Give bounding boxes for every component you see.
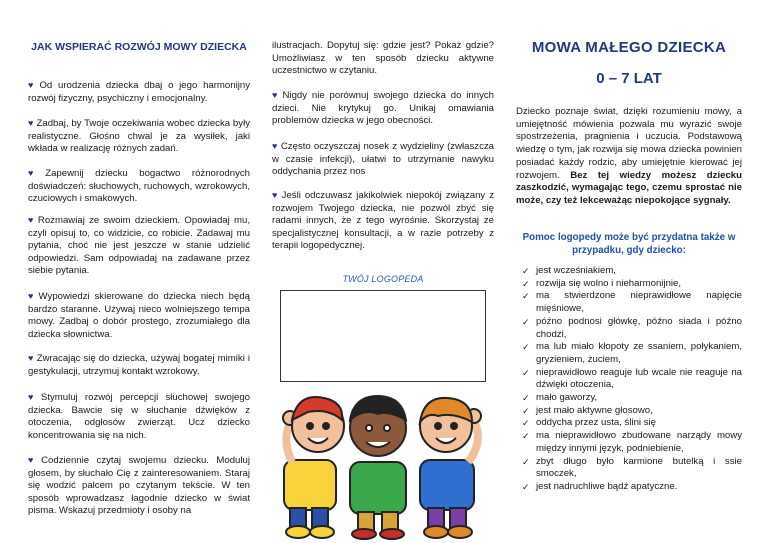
heart-icon: ♥: [272, 190, 279, 200]
heart-icon: ♥: [272, 90, 280, 100]
checklist-item: ✓ jest nadruchliwe bądź apatyczne.: [522, 480, 678, 492]
checkmark-icon: ✓: [522, 367, 530, 378]
checkmark-icon: ✓: [522, 405, 530, 416]
heart-icon: ♥: [28, 455, 39, 465]
tip-paragraph: ♥ Jeśli odczuwasz jakikolwiek niepokój związany z rozwojem Twojego dziecka, nie pozwól zbyć się radami innych, że z tego wyrośnie. Skorzystaj ze specjalistycznej konsultacji, a w razie potrzeby z terapii logopedycznej.: [272, 190, 495, 252]
checklist-item: ✓ ma stwierdzone nieprawidłowe napięcie mięśniowe,: [522, 290, 742, 315]
tip-paragraph: ♥ Zadbaj, by Twoje oczekiwania wobec dziecka były realistyczne. Głośno chwal je za wysiłek, jaki wkłada w realizację różnych zadań.: [28, 118, 250, 155]
tip-paragraph: ♥ Nigdy nie porównuj swojego dziecka do innych dzieci. Nie krytykuj go. Unikaj omawiania problemów dziecka w jego obecności.: [272, 90, 495, 127]
tip-paragraph: ♥ Codziennie czytaj swojemu dziecku. Moduluj głosem, by słuchało Cię z zainteresowaniem. Staraj się wodzić palcem po czytanym tekście. W ten sposób wprowadzasz łagodnie dziecko w świat pisma. Wskazuj przedmioty i osoby na: [28, 455, 250, 517]
heart-icon: ♥: [28, 80, 37, 90]
leaflet-title: MOWA MAŁEGO DZIECKA: [531, 39, 727, 56]
symptom-checklist: [522, 265, 742, 494]
heart-icon: ♥: [28, 215, 35, 225]
checkmark-icon: ✓: [522, 456, 530, 467]
continued-paragraph: ilustracjach. Dopytuj się: gdzie jest? Pokaż gdzie? Umożliwiasz w ten sposób dziecku aktywne uczestnictwo w czytaniu.: [272, 40, 494, 77]
checklist-item: ✓ rozwija się wolno i nieharmonijnie,: [522, 277, 682, 289]
heart-icon: ♥: [28, 291, 36, 301]
checkmark-icon: ✓: [522, 291, 530, 302]
checkmark-icon: ✓: [522, 431, 530, 442]
checklist-item: ✓ jest wcześniakiem,: [522, 265, 616, 276]
intro-paragraph: Dziecko poznaje świat, dzięki rozumieniu mowy, a umiejętność mówienia pozwala mu wyrazić swoje spostrzeżenia, pragnienia i uczucia. Podstawową wiedzę o tym, jak rozwija się mowa dziecka powinien posiadać każdy rodzic, aby umiejętnie kierować jej rozwojem. Bez tej wiedzy możesz dziecku zaszkodzić, wymagając tego, czemu sprostać nie może, czy też lekceważąc niepokojące sygnały.: [516, 106, 742, 206]
child-right: [420, 398, 481, 538]
checkmark-icon: ✓: [522, 342, 530, 353]
heart-icon: ♥: [28, 168, 43, 178]
heart-icon: ♥: [28, 353, 34, 363]
checklist-item: ✓ mało gaworzy,: [522, 392, 598, 404]
child-left: [283, 397, 344, 538]
tip-paragraph: ♥ Rozmawiaj ze swoim dzieckiem. Opowiadaj mu, czyli opisuj to, co widzicie, co robicie. Zadawaj mu pytania, choć nie jest jeszcze w stanie udzielić odpowiedzi. Sam odpowiadaj na zadawane przez siebie pytania.: [28, 215, 250, 277]
checklist-item: ✓ nieprawidłowo reaguje lub wcale nie reaguje na dźwięki otoczenia,: [522, 366, 742, 391]
checkmark-icon: ✓: [522, 393, 530, 404]
checkmark-icon: ✓: [522, 481, 530, 492]
tip-paragraph: ♥ Stymuluj rozwój percepcji słuchowej swojego dziecka. Bawcie się w słuchanie dźwięków z otoczenia, odgłosów zwierząt. Ucz dziecko koncentrowania się na nich.: [28, 392, 250, 441]
checklist-item: ✓ późno podnosi główkę, późno siada i późno chodzi,: [522, 315, 742, 340]
children-illustration: [278, 362, 488, 540]
speech-therapist-label: TWÓJ LOGOPEDA: [342, 274, 424, 284]
heart-icon: ♥: [272, 141, 278, 151]
tip-paragraph: ♥ Wypowiedzi skierowane do dziecka niech będą bardzo staranne. Używaj nieco wolniejszego tempa mowy. Zadbaj o dobór prostego, zrozumiałego dla dziecka słownictwa.: [28, 291, 250, 340]
checklist-item: ✓ jest mało aktywne głosowo,: [522, 404, 653, 416]
section-title: JAK WSPIERAĆ ROZWÓJ MOWY DZIECKA: [31, 41, 247, 53]
help-heading: Pomoc logopedy może być przydatna także w przypadku, gdy dziecko:: [522, 232, 736, 256]
tip-paragraph: ♥ Zwracając się do dziecka, używaj bogatej mimiki i gestykulacji, utrzymuj kontakt wzrokowy.: [28, 353, 251, 377]
tip-paragraph: ♥ Często oczyszczaj nosek z wydzieliny (zwłaszcza w czasie infekcji), ułatwi to utrzymanie nawyku oddychania przez nos: [272, 141, 494, 178]
age-range-subtitle: 0 – 7 LAT: [596, 70, 662, 87]
checkmark-icon: ✓: [522, 278, 530, 289]
heart-icon: ♥: [28, 118, 34, 128]
checklist-item: ✓ ma nieprawidłowo zbudowane narządy mowy między innymi język, podniebienie,: [522, 430, 742, 454]
child-middle: [350, 396, 406, 539]
checkmark-icon: ✓: [522, 316, 530, 327]
checkmark-icon: ✓: [522, 418, 530, 429]
tip-paragraph: ♥ Zapewnij dziecku bogactwo różnorodnych doświadczeń: słuchowych, ruchowych, wzrokowych, czuciowych i smakowych.: [28, 168, 250, 205]
checklist-item: ✓ ma lub miało kłopoty ze ssaniem, połykaniem, gryzieniem, żuciem,: [522, 341, 742, 365]
heart-icon: ♥: [28, 392, 38, 402]
checkmark-icon: ✓: [522, 266, 530, 276]
checklist-item: ✓ zbyt długo było karmione butelką i ssie smoczek,: [522, 455, 742, 480]
checklist-item: ✓ oddycha przez usta, ślini się: [522, 417, 656, 429]
intro-warning: Bez tej wiedzy możesz dziecku zaszkodzić, wymagając tego, czemu sprostać nie może, czy też lekceważąc niepokojące sygnały.: [516, 169, 742, 206]
tip-paragraph: ♥ Od urodzenia dziecka dbaj o jego harmonijny rozwój fizyczny, psychiczny i emocjonalny.: [28, 80, 250, 104]
